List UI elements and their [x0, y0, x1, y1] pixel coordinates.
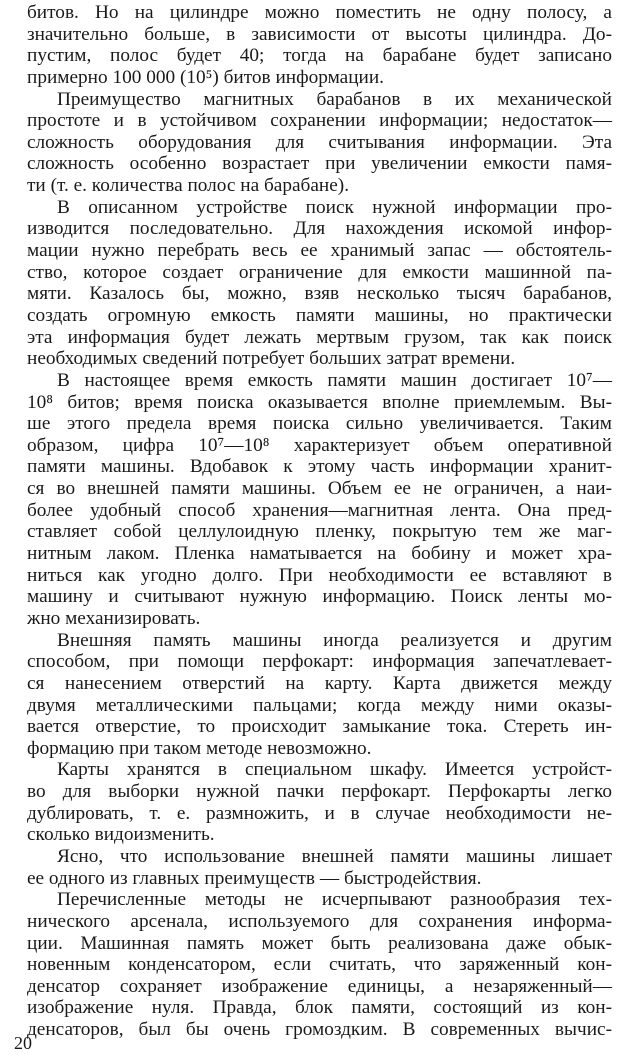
text-line: денсаторов, был бы очень громоздким. В современных вычис- — [27, 1019, 612, 1041]
text-line: сложность особенно возрастает при увеличении емкости памя- — [27, 153, 612, 175]
text-line: нического арсенала, используемого для сохранения информа- — [27, 910, 612, 932]
paragraph — [27, 846, 612, 889]
text-line: вается отверстие, то происходит замыкание тока. Стереть ин- — [27, 716, 612, 738]
text-line: пустим, полос будет 40; тогда на барабане будет записано — [27, 45, 612, 67]
text-line: мации нужно перебрать весь ее хранимый запас — обстоятель- — [27, 240, 612, 262]
text-line: нитным лаком. Пленка наматывается на бобину и может хра- — [27, 543, 612, 565]
text-line: во для выборки нужной пачки перфокарт. Перфокарты легко — [27, 781, 612, 803]
text-line: значительно больше, в зависимости от высоты цилиндра. До- — [27, 23, 612, 45]
text-line: Преимущество магнитных барабанов в их механической — [57, 88, 612, 110]
text-line: двумя металлическими пальцами; когда между ними оказы- — [27, 694, 612, 716]
paragraph — [27, 889, 612, 1040]
text-line: мяти. Казалось бы, можно, взяв несколько тысяч барабанов, — [27, 283, 612, 305]
text-line: Перечисленные методы не исчерпывают разнообразия тех- — [57, 889, 612, 911]
text-line: 10⁸ битов; время поиска оказывается вполне приемлемым. Вы- — [27, 391, 612, 413]
text-line: В настоящее время емкость памяти машин достигает 10⁷— — [57, 369, 612, 391]
page-number: 20 — [14, 1033, 32, 1053]
text-line: сложность оборудования для считывания информации. Эта — [27, 131, 612, 153]
text-line: простоте и в устойчивом сохранении информации; недостаток— — [27, 110, 612, 132]
paragraph — [27, 759, 612, 846]
paragraph — [27, 89, 612, 197]
paragraph — [27, 370, 612, 630]
text-line: ство, которое создает ограничение для емкости машинной па- — [27, 261, 612, 283]
page-body — [27, 2, 612, 1041]
text-line: образом, цифра 10⁷—10⁸ характеризует объем оперативной — [27, 434, 612, 456]
paragraph — [27, 630, 612, 760]
text-line: ции. Машинная память может быть реализована даже обык- — [27, 932, 612, 954]
text-line: Ясно, что использование внешней памяти машины лишает — [57, 845, 612, 867]
text-line: ниться как угодно долго. При необходимости ее вставляют в — [27, 564, 612, 586]
text-line: ставляет собой целлулоидную пленку, покрытую тем же маг- — [27, 521, 612, 543]
text-line: В описанном устройстве поиск нужной информации про- — [57, 196, 612, 218]
text-line: сколько видоизменить. — [27, 824, 215, 846]
text-line: дублировать, т. е. размножить, и в случае необходимости не- — [27, 802, 612, 824]
text-line: ше этого предела время поиска сильно увеличивается. Таким — [27, 413, 612, 435]
text-line: ти (т. е. количества полос на барабане). — [27, 175, 350, 197]
text-line: новенным конденсатором, если считать, что заряженный кон- — [27, 954, 612, 976]
paragraph — [27, 197, 612, 370]
text-line: ся во внешней памяти машины. Объем ее не ограничен, а наи- — [27, 478, 612, 500]
text-line: более удобный способ хранения—магнитная лента. Она пред- — [27, 499, 612, 521]
text-line: ся нанесением отверстий на карту. Карта движется между — [27, 672, 612, 694]
text-line: памяти машины. Вдобавок к этому часть информации хранит- — [27, 456, 612, 478]
text-line: денсатор сохраняет изображение единицы, а незаряженный— — [27, 975, 612, 997]
text-line: необходимых сведений потребует больших затрат времени. — [27, 348, 516, 370]
text-line: машину и считывают нужную информацию. Поиск ленты мо- — [27, 586, 612, 608]
text-line: битов. Но на цилиндре можно поместить не одну полосу, а — [27, 2, 612, 23]
text-line: Карты хранятся в специальном шкафу. Имеется устройст- — [57, 759, 612, 781]
text-line: формацию при таком методе невозможно. — [27, 737, 372, 759]
text-line: Внешняя память машины иногда реализуется и другим — [57, 629, 612, 651]
text-line: примерно 100 000 (10⁵) битов информации. — [27, 66, 384, 88]
text-line: ее одного из главных преимуществ — быстродействия. — [27, 867, 482, 889]
text-line: способом, при помощи перфокарт: информация запечатлевает- — [27, 651, 612, 673]
paragraph — [27, 2, 612, 89]
text-line: изображение нуля. Правда, блок памяти, состоящий из кон- — [27, 997, 612, 1019]
text-line: создать огромную емкость памяти машины, но практически — [27, 304, 612, 326]
text-line: эта информация будет лежать мертвым грузом, так как поиск — [27, 326, 612, 348]
text-line: жно механизировать. — [27, 607, 201, 629]
text-line: изводится последовательно. Для нахождения искомой инфор- — [27, 218, 612, 240]
